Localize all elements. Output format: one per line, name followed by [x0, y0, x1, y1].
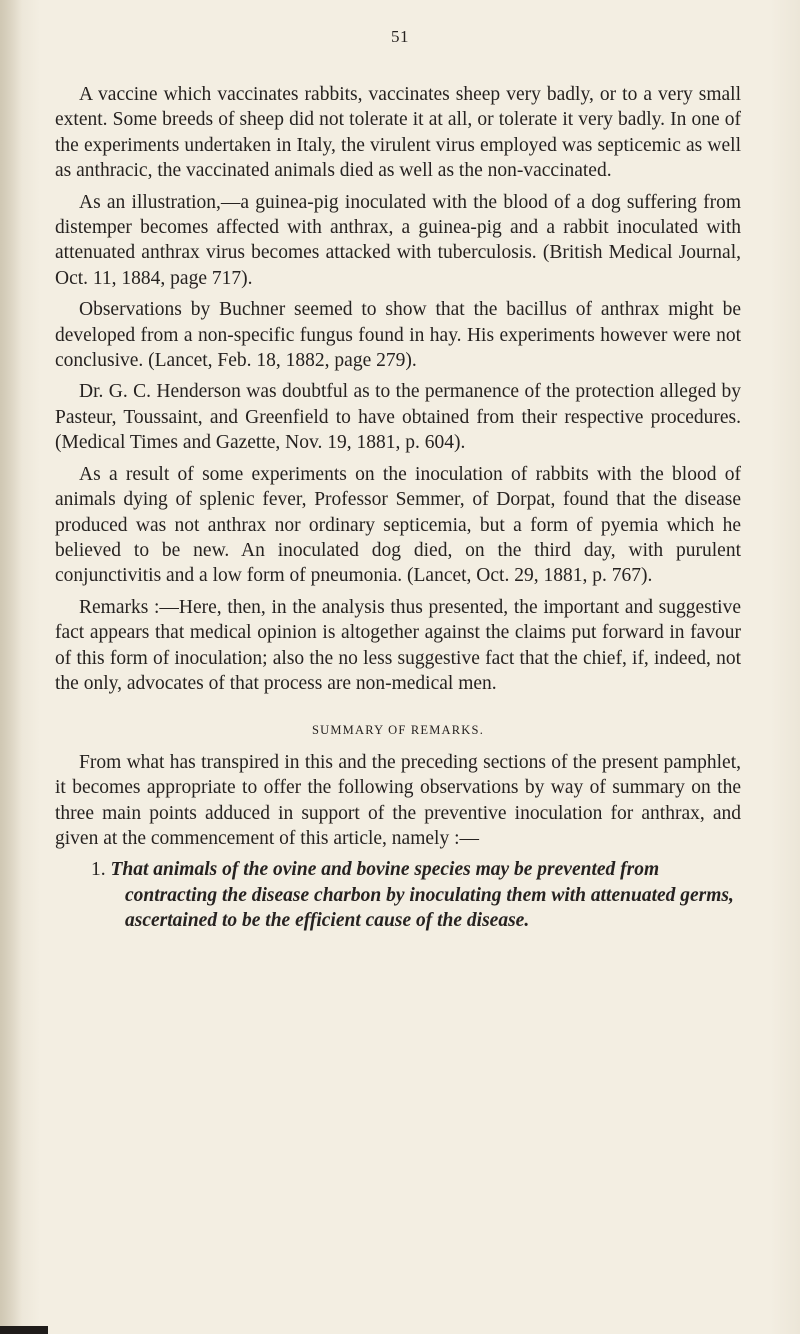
binding-shadow — [0, 0, 22, 1334]
paragraph-buchner: Observations by Buchner seemed to show that the bacillus of anthrax might be developed from a non-specific fungus found in hay. His experiments however were not conclusive. (Lancet, Feb. 18, 1882, page 279). — [55, 299, 741, 372]
paragraph-vaccine: A vaccine which vaccinates rabbits, vaccinates sheep very badly, or to a very small extent. Some breeds of sheep did not tolerate it at all, or tolerate it very badly. In one of the experiments undertaken in Italy, the virulent virus employed was septicemic as well as anthracic, the vaccinated animals died as well as the non-vaccinated. — [55, 84, 741, 182]
paragraph-illustration: As an illustration,—a guinea-pig inoculated with the blood of a dog suffering from distemper becomes affected with anthrax, a guinea-pig and a rabbit inoculated with attenuated anthrax virus becomes attacked with tuberculosis. (British Medical Journal, Oct. 11, 1884, page 717). — [55, 191, 741, 289]
summary-item-1 — [55, 857, 741, 933]
summary-heading: SUMMARY OF REMARKS. — [311, 723, 485, 738]
paragraph-semmer: As a result of some experiments on the inoculation of rabbits with the blood of animals dying of splenic fever, Professor Semmer, of Dorpat, found that the disease produced was not anthrax nor ordinary septicemia, but a form of pyemia which he believed to be new. An inoculated dog died, on the third day, with purulent conjunctivitis and a low form of pneumonia. (Lancet, Oct. 29, 1881, p. 767). — [55, 463, 741, 587]
page-number: 51 — [391, 27, 409, 46]
summary-intro: From what has transpired in this and the preceding sections of the present pamphlet, it becomes appropriate to offer the following observations by way of summary on the three main points adduced in support of the preventive inoculation for anthrax, and given at the commencement of this article, namely :— — [55, 751, 741, 849]
paragraph-henderson: Dr. G. C. Henderson was doubtful as to the permanence of the protection alleged by Pasteur, Toussaint, and Greenfield to have obtained from their respective procedures. (Medical Times and Gazette, Nov. 19, 1881, p. 604). — [55, 381, 741, 454]
paragraph-remarks: Remarks :—Here, then, in the analysis thus presented, the important and suggestive fact appears that medical opinion is altogether against the claims put forward in favour of this form of inoculation; also the no less suggestive fact that the chief, if, indeed, not the only, advocates of that process are non-medical men. — [55, 596, 741, 694]
summary-item-number: 1. — [91, 859, 106, 881]
body-text — [55, 82, 741, 934]
page-edge-mark — [0, 1326, 48, 1334]
summary-item-text: That animals of the ovine and bovine species may be prevented from contracting the disease charbon by inoculating them with attenuated germs, ascertained to be the efficient cause of the disease. — [110, 859, 734, 932]
